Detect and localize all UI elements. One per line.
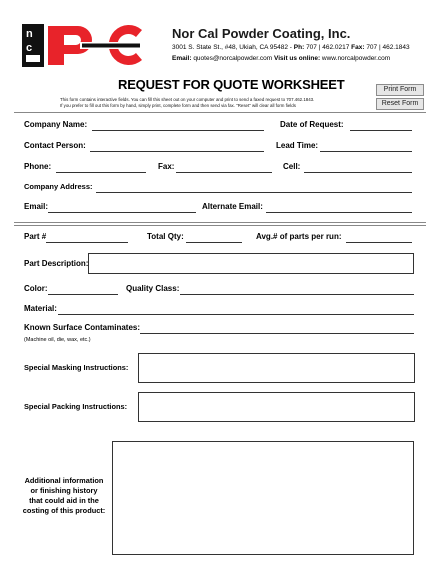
total-qty-field[interactable]: [186, 242, 242, 243]
svg-text:c: c: [26, 42, 33, 54]
quality-class-label: Quality Class:: [126, 284, 180, 293]
form-note-1: This form contains interactive fields. You can fill this sheet out on your computer and print to send a faxed request to 707.462.1843.: [60, 97, 315, 102]
phone-label-field: Phone:: [24, 162, 52, 171]
avg-parts-field[interactable]: [346, 242, 412, 243]
cell-field[interactable]: [304, 172, 412, 173]
company-address-field[interactable]: [96, 192, 412, 193]
contact-person-label: Contact Person:: [24, 141, 86, 150]
web-text: www.norcalpowder.com: [320, 55, 391, 62]
fax-label: Fax:: [351, 44, 365, 51]
alternate-email-label: Alternate Email:: [202, 202, 263, 211]
form-note-2: If you prefer to fill out this form by hand, simply print, complete form and then send via fax. "Reset" will clear all form fields: [60, 103, 296, 108]
company-address-label: Company Address:: [24, 182, 93, 191]
contaminates-label: Known Surface Contaminates:: [24, 323, 141, 332]
email-label: Email:: [172, 55, 192, 62]
part-description-label: Part Description:: [24, 259, 89, 268]
lead-time-field[interactable]: [320, 151, 412, 152]
masking-field[interactable]: [138, 353, 415, 383]
phone-field[interactable]: [56, 172, 146, 173]
date-of-request-field[interactable]: [350, 130, 412, 131]
additional-info-line: Additional information: [24, 476, 104, 485]
company-name-field[interactable]: [92, 130, 264, 131]
lead-time-label: Lead Time:: [276, 141, 319, 150]
contaminates-field[interactable]: [140, 333, 414, 334]
material-field[interactable]: [58, 314, 414, 315]
additional-info-line: or finishing history: [30, 486, 98, 495]
part-description-field[interactable]: [88, 253, 414, 274]
address-text: 3001 S. State St., #48, Ukiah, CA 95482 -: [172, 44, 294, 51]
contact-person-field[interactable]: [90, 151, 264, 152]
masking-label: Special Masking Instructions:: [24, 363, 129, 372]
additional-info-line: that could aid in the: [29, 496, 99, 505]
web-label: Visit us online:: [274, 55, 321, 62]
additional-info-field[interactable]: [112, 441, 414, 555]
email-text: quotes@norcalpowder.com: [191, 55, 274, 62]
packing-label: Special Packing Instructions:: [24, 402, 128, 411]
company-address-line: [172, 44, 410, 51]
cell-label: Cell:: [283, 162, 301, 171]
phone-text: 707 | 462.0217: [304, 44, 352, 51]
packing-field[interactable]: [138, 392, 415, 422]
phone-label: Ph:: [293, 44, 305, 51]
additional-info-label: [18, 476, 110, 516]
quality-class-field[interactable]: [180, 294, 414, 295]
company-name-label: Company Name:: [24, 120, 88, 129]
email-field[interactable]: [48, 212, 196, 213]
reset-form-button[interactable]: Reset Form: [376, 98, 424, 110]
email-label-field: Email:: [24, 202, 49, 211]
company-logo: [22, 24, 148, 67]
fax-text: 707 | 462.1843: [364, 44, 410, 51]
part-number-field[interactable]: [46, 242, 128, 243]
total-qty-label: Total Qty:: [147, 232, 184, 241]
company-contact-line: [172, 55, 390, 62]
alternate-email-field[interactable]: [266, 212, 412, 213]
contaminates-hint: (Machine oil, die, wax, etc.): [24, 337, 91, 343]
fax-field[interactable]: [176, 172, 272, 173]
divider: [14, 222, 426, 223]
date-of-request-label: Date of Request:: [280, 120, 344, 129]
part-number-label: Part #: [24, 232, 47, 241]
page-title: REQUEST FOR QUOTE WORKSHEET: [118, 77, 345, 92]
avg-parts-label: Avg.# of parts per run:: [256, 232, 342, 241]
material-label: Material:: [24, 304, 57, 313]
print-form-button[interactable]: Print Form: [376, 84, 424, 96]
divider: [14, 225, 426, 226]
color-label: Color:: [24, 284, 48, 293]
divider: [14, 112, 426, 113]
fax-label-field: Fax:: [158, 162, 175, 171]
additional-info-line: costing of this product:: [22, 506, 106, 515]
color-field[interactable]: [48, 294, 118, 295]
company-name: Nor Cal Powder Coating, Inc.: [172, 26, 351, 41]
svg-text:n: n: [26, 28, 33, 40]
